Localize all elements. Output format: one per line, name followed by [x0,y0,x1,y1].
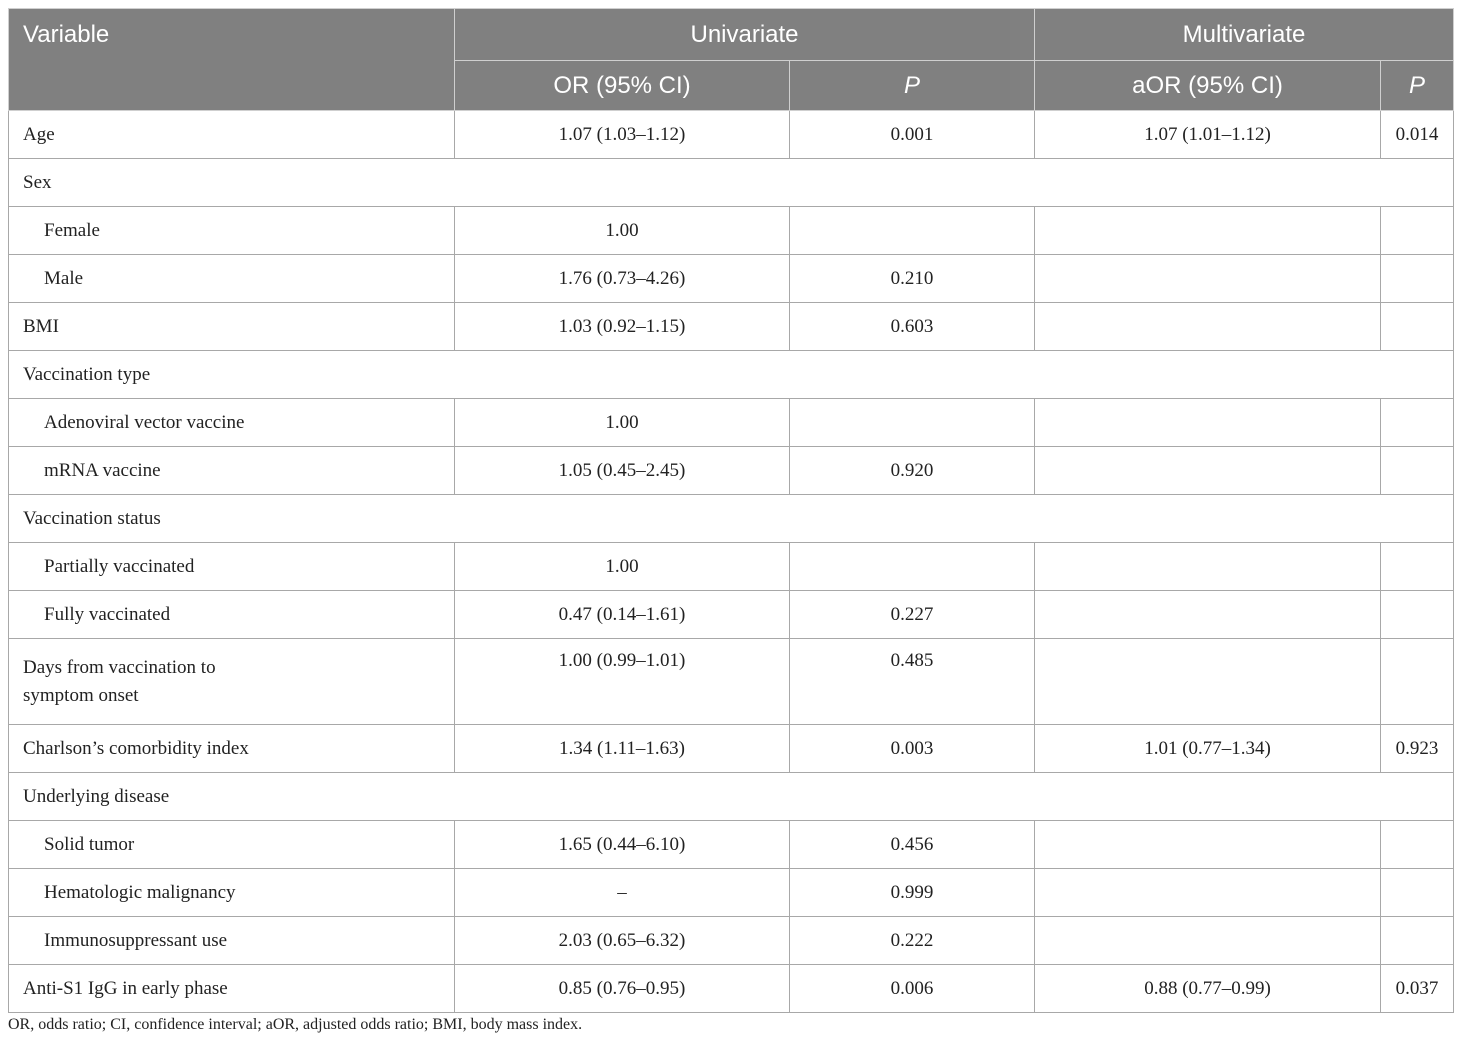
table-row [9,965,1454,1013]
adjusted-p-value [1381,543,1454,591]
adjusted-p-value [1381,399,1454,447]
or-value: 0.85 (0.76–0.95) [455,965,790,1013]
p-header: P [790,61,1035,111]
table-row [9,917,1454,965]
adjusted-p-value [1381,869,1454,917]
section-label: Sex [9,159,1454,207]
variable-label-line1: Days from vaccination to [23,656,216,678]
aor-value [1035,207,1381,255]
or-value: 1.07 (1.03–1.12) [455,111,790,159]
variable-label: Immunosuppressant use [9,917,455,965]
table-row [9,447,1454,495]
table-row-section [9,495,1454,543]
table-row [9,639,1454,725]
table-body [9,111,1454,1013]
table-row [9,111,1454,159]
aor-value [1035,821,1381,869]
variable-label: Charlson’s comorbidity index [9,725,455,773]
table-row-section [9,351,1454,399]
adjusted-p-value [1381,639,1454,725]
or-value: 0.47 (0.14–1.61) [455,591,790,639]
variable-label: Solid tumor [9,821,455,869]
adjusted-p-value [1381,447,1454,495]
table-row [9,725,1454,773]
aor-value [1035,639,1381,725]
adjusted-p-value [1381,207,1454,255]
header-row-groups [9,9,1454,61]
aor-value [1035,303,1381,351]
or-value: 1.34 (1.11–1.63) [455,725,790,773]
table-row-section [9,159,1454,207]
section-label: Underlying disease [9,773,1454,821]
p-value [790,399,1035,447]
variable-label: Partially vaccinated [9,543,455,591]
aor-value: 1.01 (0.77–1.34) [1035,725,1381,773]
aor-value [1035,869,1381,917]
adjusted-p-value [1381,821,1454,869]
aor-value [1035,917,1381,965]
section-label: Vaccination status [9,495,1454,543]
or-value: 1.00 [455,399,790,447]
variable-label: Age [9,111,455,159]
or-value: 1.00 [455,543,790,591]
variable-label: Hematologic malignancy [9,869,455,917]
p-value: 0.485 [790,639,1035,725]
table-footnote: OR, odds ratio; CI, confidence interval; aOR, adjusted odds ratio; BMI, body mass index. [8,1016,583,1033]
aor-value: 1.07 (1.01–1.12) [1035,111,1381,159]
adjusted-p-header: P [1381,61,1454,111]
table-row [9,543,1454,591]
table-row [9,207,1454,255]
or-value: 1.00 (0.99–1.01) [455,639,790,725]
or-value: – [455,869,790,917]
table-row-section [9,773,1454,821]
p-value: 0.603 [790,303,1035,351]
p-value: 0.001 [790,111,1035,159]
table-row [9,869,1454,917]
variable-label: BMI [9,303,455,351]
p-value: 0.210 [790,255,1035,303]
or-value: 1.00 [455,207,790,255]
table-header [9,9,1454,111]
variable-label: mRNA vaccine [9,447,455,495]
aor-value [1035,447,1381,495]
aor-value: 0.88 (0.77–0.99) [1035,965,1381,1013]
table-row [9,255,1454,303]
or-value: 1.65 (0.44–6.10) [455,821,790,869]
p-value [790,543,1035,591]
or-value: 1.03 (0.92–1.15) [455,303,790,351]
adjusted-p-value: 0.923 [1381,725,1454,773]
adjusted-p-value [1381,917,1454,965]
univariate-header: Univariate [455,9,1035,61]
variable-label: Adenoviral vector vaccine [9,399,455,447]
adjusted-p-value [1381,255,1454,303]
or-value: 2.03 (0.65–6.32) [455,917,790,965]
or-value: 1.05 (0.45–2.45) [455,447,790,495]
table-row [9,303,1454,351]
p-value: 0.222 [790,917,1035,965]
p-value: 0.227 [790,591,1035,639]
multivariate-header: Multivariate [1035,9,1454,61]
or-ci-header: OR (95% CI) [455,61,790,111]
table-row [9,399,1454,447]
aor-ci-header: aOR (95% CI) [1035,61,1381,111]
p-value: 0.456 [790,821,1035,869]
variable-label-line2: symptom onset [23,684,139,706]
aor-value [1035,591,1381,639]
p-value: 0.920 [790,447,1035,495]
results-table [8,8,1454,1013]
or-value: 1.76 (0.73–4.26) [455,255,790,303]
p-value: 0.003 [790,725,1035,773]
p-value: 0.006 [790,965,1035,1013]
aor-value [1035,255,1381,303]
table-row [9,591,1454,639]
variable-header: Variable [9,9,455,111]
adjusted-p-value: 0.014 [1381,111,1454,159]
aor-value [1035,399,1381,447]
section-label: Vaccination type [9,351,1454,399]
p-value [790,207,1035,255]
variable-label: Anti-S1 IgG in early phase [9,965,455,1013]
variable-label: Fully vaccinated [9,591,455,639]
variable-label [9,639,455,725]
p-value: 0.999 [790,869,1035,917]
aor-value [1035,543,1381,591]
table-row [9,821,1454,869]
adjusted-p-value: 0.037 [1381,965,1454,1013]
adjusted-p-value [1381,303,1454,351]
variable-label: Female [9,207,455,255]
variable-label: Male [9,255,455,303]
adjusted-p-value [1381,591,1454,639]
